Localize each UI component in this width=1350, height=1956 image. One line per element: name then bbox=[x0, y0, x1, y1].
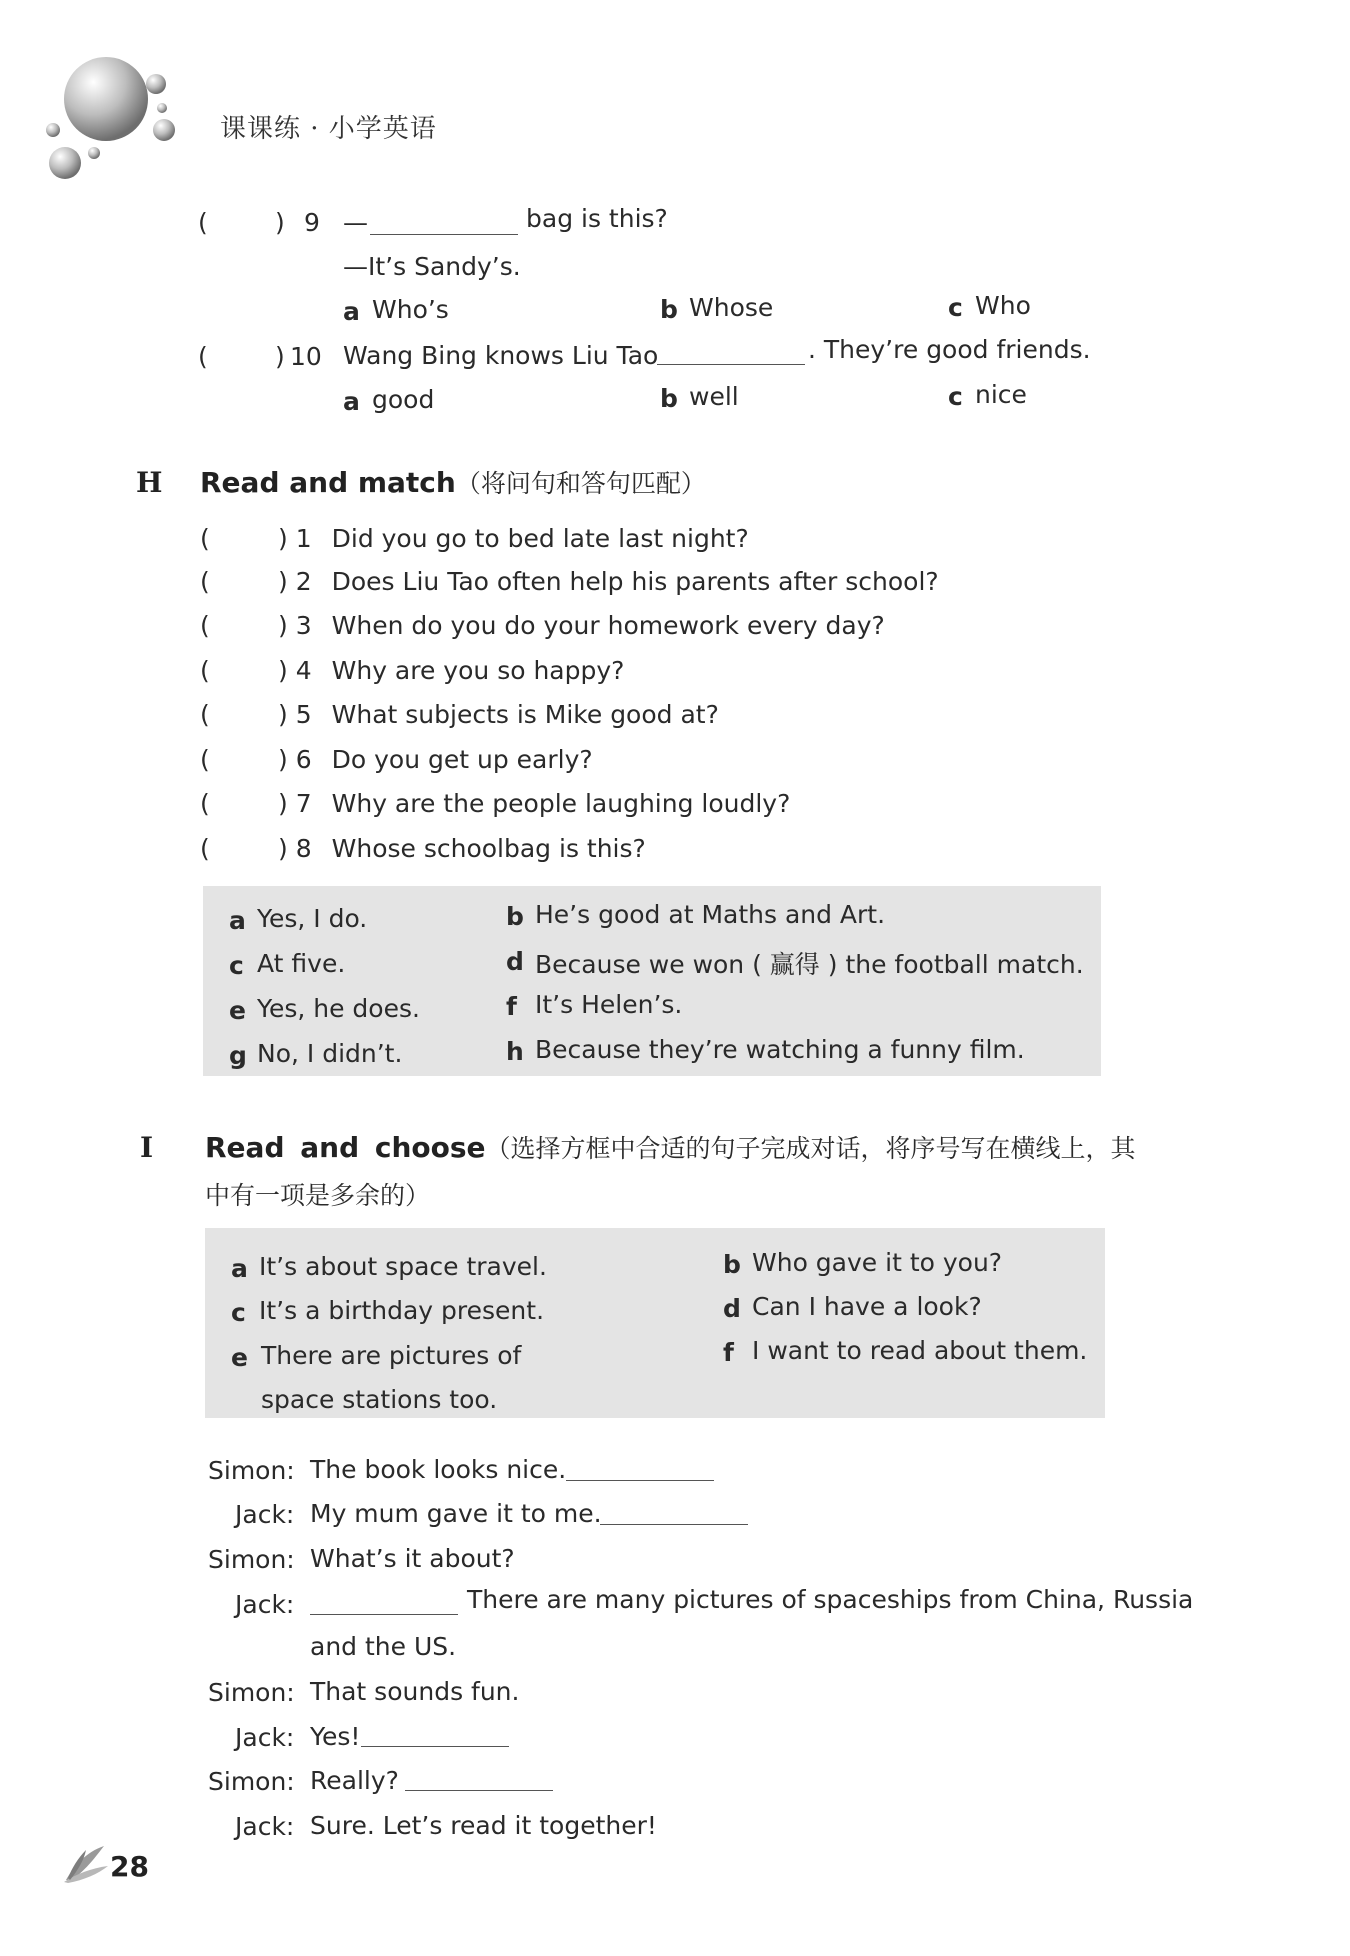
dialogue-answer-blank[interactable] bbox=[361, 1722, 509, 1747]
dialogue-line: The book looks nice. bbox=[310, 1455, 567, 1484]
dialogue-answer-blank[interactable] bbox=[310, 1590, 458, 1615]
option-letter: c bbox=[231, 1298, 246, 1327]
question-text: When do you do your homework every day? bbox=[331, 611, 885, 640]
question-number: 5 bbox=[295, 700, 312, 729]
dialogue-speaker: Simon: bbox=[208, 1678, 295, 1707]
question-text: Why are you so happy? bbox=[331, 656, 625, 685]
option-text: It’s about space travel. bbox=[259, 1252, 547, 1281]
q10-prefix-text: Wang Bing knows Liu Tao bbox=[343, 341, 659, 370]
answer-letter: a bbox=[229, 906, 246, 935]
q9-question-text: bag is this? bbox=[526, 204, 668, 233]
option-letter: f bbox=[723, 1338, 734, 1367]
answer-text: Because we won ( 赢得 ) the football match. bbox=[535, 950, 1084, 979]
bubbles-decoration-icon bbox=[38, 55, 188, 185]
answer-text: It’s Helen’s. bbox=[535, 990, 683, 1019]
q9-option-c-text: Who bbox=[975, 291, 1031, 320]
question-number: 4 bbox=[295, 656, 312, 685]
list-item: ( ) 2 Does Liu Tao often help his parents after school? bbox=[200, 567, 939, 596]
dialogue-answer-blank[interactable] bbox=[566, 1456, 714, 1481]
option-letter: e bbox=[231, 1343, 248, 1372]
dialogue-line: Really? bbox=[310, 1766, 399, 1795]
section-h-instruction: （将问句和答句匹配） bbox=[455, 469, 706, 498]
section-h-title: Read and match bbox=[200, 466, 456, 499]
answer-letter: e bbox=[229, 996, 246, 1025]
q9-option-b-letter: b bbox=[660, 295, 678, 324]
dialogue-line: There are many pictures of spaceships from China, Russia bbox=[467, 1585, 1194, 1614]
dialogue-speaker: Simon: bbox=[208, 1545, 295, 1574]
answer-letter: g bbox=[229, 1041, 247, 1070]
dialogue-line: That sounds fun. bbox=[310, 1677, 520, 1706]
q9-answer-blank[interactable] bbox=[370, 210, 518, 235]
answer-text: At five. bbox=[257, 949, 346, 978]
question-text: Do you get up early? bbox=[331, 745, 593, 774]
list-item: ( ) 5 What subjects is Mike good at? bbox=[200, 700, 719, 729]
section-h-letter: H bbox=[136, 466, 163, 499]
question-text: Did you go to bed late last night? bbox=[331, 524, 749, 553]
q10-option-c-letter: c bbox=[948, 382, 963, 411]
section-i-instruction-line2: 中有一项是多余的） bbox=[205, 1181, 431, 1210]
dialogue-speaker: Simon: bbox=[208, 1767, 295, 1796]
question-number: 7 bbox=[295, 789, 312, 818]
q10-option-c-text: nice bbox=[975, 380, 1027, 409]
dialogue-speaker: Jack: bbox=[235, 1500, 295, 1529]
q9-reply-text: —It’s Sandy’s. bbox=[343, 252, 521, 281]
option-letter: a bbox=[231, 1254, 248, 1283]
dialogue-speaker: Jack: bbox=[235, 1723, 295, 1752]
page-number: 28 bbox=[110, 1850, 149, 1883]
list-item: ( ) 8 Whose schoolbag is this? bbox=[200, 834, 646, 863]
question-text: Whose schoolbag is this? bbox=[331, 834, 646, 863]
question-text: Does Liu Tao often help his parents after school? bbox=[331, 567, 939, 596]
q9-dash: — bbox=[343, 208, 368, 237]
dialogue-answer-blank[interactable] bbox=[405, 1766, 553, 1791]
list-item: ( ) 4 Why are you so happy? bbox=[200, 656, 625, 685]
question-text: Why are the people laughing loudly? bbox=[331, 789, 791, 818]
q10-suffix-text: . They’re good friends. bbox=[808, 335, 1091, 364]
dialogue-line: Yes! bbox=[310, 1722, 361, 1751]
question-number: 1 bbox=[295, 524, 312, 553]
dialogue-line: Sure. Let’s read it together! bbox=[310, 1811, 657, 1840]
option-text: There are pictures of bbox=[261, 1341, 522, 1370]
q10-close-paren: ) bbox=[275, 342, 285, 371]
q10-option-a-text: good bbox=[372, 385, 435, 414]
answer-text: Because they’re watching a funny film. bbox=[535, 1035, 1025, 1064]
q9-close-paren: ) bbox=[275, 208, 285, 237]
q10-number: 10 bbox=[290, 342, 322, 371]
list-item: ( ) 1 Did you go to bed late last night? bbox=[200, 524, 749, 553]
q9-option-c-letter: c bbox=[948, 293, 963, 322]
option-text: I want to read about them. bbox=[752, 1336, 1088, 1365]
section-h-heading bbox=[200, 464, 706, 500]
dialogue-line: What’s it about? bbox=[310, 1544, 515, 1573]
q9-option-a-text: Who’s bbox=[372, 295, 449, 324]
answer-text: No, I didn’t. bbox=[257, 1039, 403, 1068]
section-i-instruction-line1: （选择方框中合适的句子完成对话，将序号写在横线上，其 bbox=[485, 1134, 1136, 1163]
question-number: 8 bbox=[295, 834, 312, 863]
q10-answer-blank[interactable] bbox=[657, 340, 805, 365]
header-title: 课课练 · 小学英语 bbox=[220, 114, 437, 144]
q10-option-b-text: well bbox=[689, 382, 739, 411]
option-text: It’s a birthday present. bbox=[259, 1296, 545, 1325]
answer-text: He’s good at Maths and Art. bbox=[535, 900, 886, 929]
answer-letter: f bbox=[506, 992, 517, 1021]
section-i-letter: I bbox=[140, 1131, 154, 1164]
q10-option-b-letter: b bbox=[660, 384, 678, 413]
option-text: Can I have a look? bbox=[752, 1292, 982, 1321]
leaf-icon bbox=[62, 1840, 112, 1884]
option-letter: b bbox=[723, 1250, 741, 1279]
answer-letter: h bbox=[506, 1037, 524, 1066]
dialogue-answer-blank[interactable] bbox=[600, 1500, 748, 1525]
q10-open-paren: ( bbox=[198, 342, 208, 371]
q9-option-b-text: Whose bbox=[689, 293, 774, 322]
q10-option-a-letter: a bbox=[343, 387, 360, 416]
answer-letter: b bbox=[506, 902, 524, 931]
option-letter: d bbox=[723, 1294, 741, 1323]
answer-text: Yes, he does. bbox=[257, 994, 420, 1023]
q9-number: 9 bbox=[304, 208, 320, 237]
q9-option-a-letter: a bbox=[343, 297, 360, 326]
option-text: Who gave it to you? bbox=[752, 1248, 1003, 1277]
question-number: 3 bbox=[295, 611, 312, 640]
option-text: space stations too. bbox=[261, 1385, 498, 1414]
dialogue-line-continued: and the US. bbox=[310, 1632, 457, 1661]
question-number: 2 bbox=[295, 567, 312, 596]
dialogue-speaker: Jack: bbox=[235, 1812, 295, 1841]
answer-text: Yes, I do. bbox=[257, 904, 368, 933]
list-item: ( ) 7 Why are the people laughing loudly? bbox=[200, 789, 791, 818]
question-number: 6 bbox=[295, 745, 312, 774]
q9-open-paren: ( bbox=[198, 208, 208, 237]
dialogue-speaker: Jack: bbox=[235, 1590, 295, 1619]
dialogue-line: My mum gave it to me. bbox=[310, 1499, 602, 1528]
list-item: ( ) 6 Do you get up early? bbox=[200, 745, 593, 774]
answer-letter: d bbox=[506, 947, 524, 976]
section-i-heading bbox=[205, 1129, 1136, 1165]
section-i-title: Read and choose bbox=[205, 1131, 486, 1164]
list-item: ( ) 3 When do you do your homework every day? bbox=[200, 611, 885, 640]
question-text: What subjects is Mike good at? bbox=[331, 700, 719, 729]
answer-letter: c bbox=[229, 951, 244, 980]
dialogue-speaker: Simon: bbox=[208, 1456, 295, 1485]
